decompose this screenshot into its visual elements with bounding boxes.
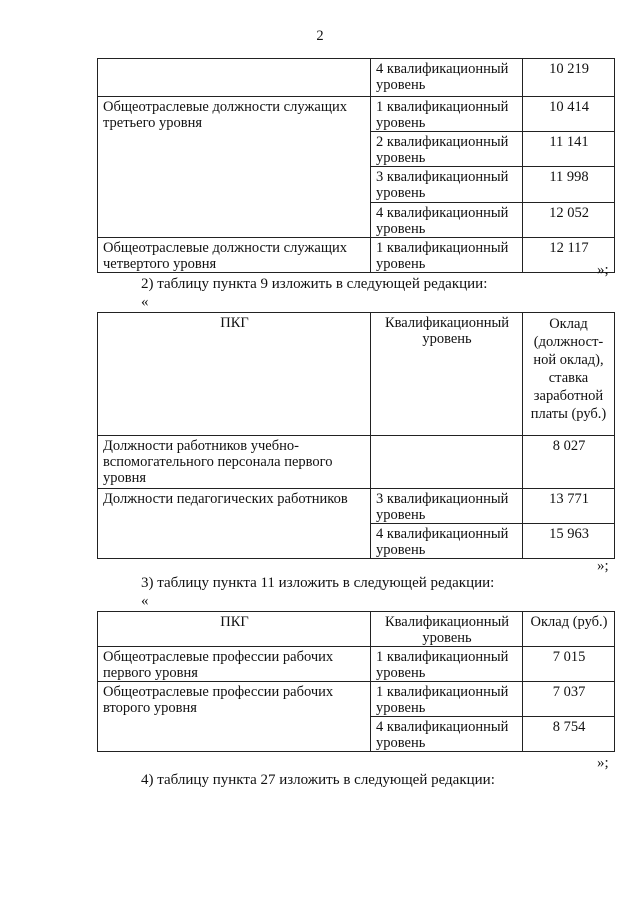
- salary-cell: 12 052: [523, 203, 615, 238]
- salary-cell: 15 963: [523, 524, 615, 559]
- header-level: Квалификационный уровень: [371, 612, 523, 647]
- salary-cell: 8 027: [523, 436, 615, 489]
- header-pkg: ПКГ: [98, 313, 371, 436]
- table-row: [98, 436, 615, 489]
- level-cell: 4 квалификационный уровень: [371, 524, 523, 559]
- salary-cell: 8 754: [523, 717, 615, 752]
- group-cell: Должности педагогических работников: [98, 489, 371, 559]
- group-cell: Должности работников учебно-вспомогательного персонала первого уровня: [98, 436, 371, 489]
- salary-cell: 7 037: [523, 682, 615, 717]
- salary-cell: 7 015: [523, 647, 615, 682]
- salary-table-item-11: [97, 611, 615, 752]
- header-pkg: ПКГ: [98, 612, 371, 647]
- item-3-text: 3) таблицу пункта 11 изложить в следующей редакции:: [141, 575, 495, 591]
- table-row: [98, 489, 615, 524]
- level-cell: 4 квалификационный уровень: [371, 59, 523, 97]
- level-cell: 3 квалификационный уровень: [371, 489, 523, 524]
- salary-cell: 13 771: [523, 489, 615, 524]
- level-cell: 1 квалификационный уровень: [371, 238, 523, 273]
- group-cell: Общеотраслевые профессии рабочих первого уровня: [98, 647, 371, 682]
- salary-table-item-9: [97, 312, 615, 559]
- group-cell: [98, 59, 371, 97]
- item-4-text: 4) таблицу пункта 27 изложить в следующей редакции:: [141, 772, 495, 788]
- opening-quote: «: [141, 593, 149, 609]
- group-cell: Общеотраслевые должности служащих четвертого уровня: [98, 238, 371, 273]
- item-2-text: 2) таблицу пункта 9 изложить в следующей редакции:: [141, 276, 488, 292]
- table-row: [98, 97, 615, 132]
- level-cell: 1 квалификационный уровень: [371, 647, 523, 682]
- salary-cell: 10 414: [523, 97, 615, 132]
- page-number: 2: [316, 28, 324, 44]
- level-cell: 4 квалификационный уровень: [371, 203, 523, 238]
- level-cell: 2 квалификационный уровень: [371, 132, 523, 167]
- closing-quote: »;: [597, 558, 609, 574]
- table-row: [98, 647, 615, 682]
- closing-quote: »;: [597, 755, 609, 771]
- table-row: [98, 682, 615, 717]
- closing-quote: »;: [597, 262, 609, 278]
- salary-table-continuation: [97, 58, 615, 273]
- level-cell: 3 квалификационный уровень: [371, 167, 523, 203]
- opening-quote: «: [141, 294, 149, 310]
- header-level: Квалификационный уровень: [371, 313, 523, 436]
- group-cell: Общеотраслевые профессии рабочих второго уровня: [98, 682, 371, 752]
- salary-cell: 11 998: [523, 167, 615, 203]
- header-salary: Оклад (руб.): [523, 612, 615, 647]
- level-cell: 1 квалификационный уровень: [371, 682, 523, 717]
- table-row: [98, 59, 615, 97]
- salary-cell: 12 117: [523, 238, 615, 273]
- level-cell: 1 квалификационный уровень: [371, 97, 523, 132]
- header-salary: Оклад (должност-ной оклад), ставка заработной платы (руб.): [523, 313, 615, 436]
- salary-cell: 11 141: [523, 132, 615, 167]
- table-header-row: [98, 612, 615, 647]
- table-header-row: [98, 313, 615, 436]
- level-cell: [371, 436, 523, 489]
- level-cell: 4 квалификационный уровень: [371, 717, 523, 752]
- group-cell: Общеотраслевые должности служащих третьего уровня: [98, 97, 371, 238]
- salary-cell: 10 219: [523, 59, 615, 97]
- table-row: [98, 238, 615, 273]
